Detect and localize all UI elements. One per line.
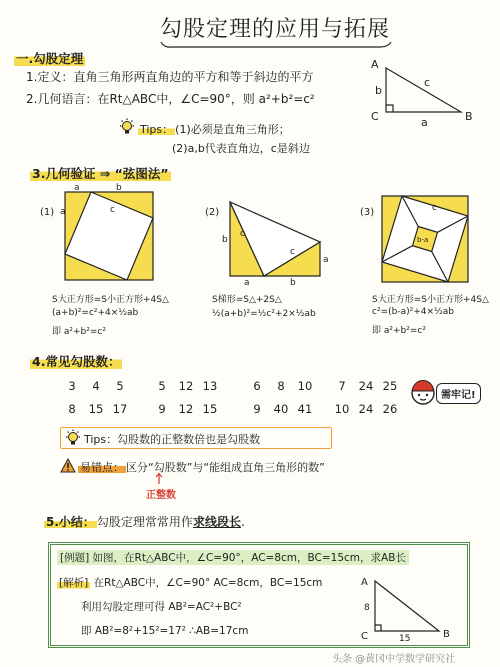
example-vertex-a: A (361, 577, 368, 588)
warning-mark-bar (67, 463, 69, 468)
triple-group (330, 375, 402, 394)
triple-number: 41 (297, 402, 313, 416)
figure-3-formula: S大正方形=S小正方形+4S△ (372, 295, 489, 305)
triple-group (245, 398, 317, 417)
example-box (48, 542, 470, 648)
figure-2-label: a (323, 255, 329, 265)
triple-number: 15 (88, 402, 104, 416)
solution-label: [解析] (59, 577, 89, 589)
lightbulb-bulb (123, 122, 132, 131)
figure-1-formula: 即 a²+b²=c² (52, 327, 106, 337)
triple-number: 15 (202, 402, 218, 416)
side-label-c: c (424, 76, 431, 89)
section-heading-verification: 3.几何验证 ⇒ “弦图法” (32, 166, 169, 181)
figure-2-label: c (290, 247, 295, 257)
vertex-label-c: C (371, 110, 379, 123)
figure-1-square-proof (60, 182, 160, 284)
caution-text: 区分“勾股数”与“能组成直角三角形的数” (126, 461, 325, 474)
example-right-angle-mark (375, 625, 381, 631)
triple-number: 25 (382, 379, 398, 393)
triple-number: 26 (382, 402, 398, 416)
figure-2-label: a (244, 278, 250, 286)
caution-note: 正整数 (146, 490, 176, 501)
figure-3-label: b-a (417, 236, 429, 244)
figure-tag-2: (2) (205, 207, 220, 218)
section-heading-pythagorean-triples: 4.常见勾股数： (32, 354, 121, 369)
figure-1-formula: (a+b)²=c²+4×½ab (52, 308, 139, 318)
triple-number: 8 (68, 402, 76, 416)
figure-1-label: a (60, 207, 66, 217)
lightbulb-bulb (69, 433, 78, 442)
tips-line-2: (2)a,b代表直角边，c是斜边 (172, 142, 310, 155)
right-triangle-diagram (366, 56, 478, 130)
triple-number: 5 (116, 379, 124, 393)
summary-text: 勾股定理常常用作 (96, 515, 193, 529)
triple-number: 17 (112, 402, 128, 416)
face-eye (426, 394, 428, 396)
figure-2-trapezoid-proof (222, 196, 332, 286)
lightbulb-icon (64, 429, 82, 447)
watermark: 头条 @黄冈中学数学研究社 (332, 654, 456, 665)
example-side-ac: 8 (364, 603, 370, 613)
triple-number: 12 (178, 402, 194, 416)
triple-number: 40 (273, 402, 289, 416)
figure-tag-3: (3) (360, 207, 375, 218)
figure-1-label: c (110, 205, 115, 215)
figure-tag-1: (1) (40, 207, 55, 218)
triple-group (245, 375, 317, 394)
title-underline-stroke (161, 42, 391, 47)
triple-number: 9 (158, 402, 166, 416)
triple-number: 24 (358, 379, 374, 393)
figure-2-formula: ½(a+b)²=½c²+2×½ab (212, 309, 316, 319)
geometry-language-line: 2.几何语言：在Rt△ABC中，∠C=90°，则 a²+b²=c² (26, 92, 315, 106)
side-label-a: a (421, 116, 428, 129)
figure-1-label: b (116, 183, 122, 193)
triple-group (330, 398, 402, 417)
right-angle-mark (386, 105, 393, 112)
solution-text: 在Rt△ABC中，∠C=90° AC=8cm，BC=15cm (93, 577, 323, 589)
figure-3-chord-diagram (378, 186, 474, 286)
example-solution-line (57, 575, 322, 590)
example-side-bc: 15 (399, 634, 411, 643)
face-eye (418, 394, 420, 396)
title-underline (158, 40, 394, 50)
triple-number: 12 (178, 379, 194, 393)
figure-2-label: c (240, 229, 245, 239)
triple-group (60, 398, 132, 417)
page-title: 勾股定理的应用与拓展 (160, 17, 391, 42)
figure-2-label: b (290, 278, 296, 286)
summary-emphasis: 求线段长 (192, 515, 241, 529)
triple-number: 24 (358, 402, 374, 416)
lightbulb-icon (118, 118, 136, 136)
example-triangle-diagram (353, 573, 457, 643)
example-label: [例题] (60, 552, 90, 564)
triple-number: 9 (253, 402, 261, 416)
example-question-line (57, 550, 409, 565)
solution-step-2: 即 AB²=8²+15²=17² ∴AB=17cm (81, 625, 249, 637)
summary-line (44, 513, 245, 530)
summary-label: 5.小结： (46, 515, 95, 529)
arrow-up-stroke (156, 474, 162, 485)
section-heading-theorem: 一.勾股定理 (16, 51, 84, 66)
figure-3-label: c (432, 203, 437, 213)
triple-group (150, 398, 222, 417)
arrow-up-icon (153, 472, 165, 485)
triple-number: 8 (277, 379, 285, 393)
triple-number: 7 (338, 379, 346, 393)
tips-label: Tips： (84, 433, 118, 446)
caution-label: 易错点： (80, 461, 124, 474)
lightbulb-base (125, 131, 129, 134)
caution-line (78, 459, 325, 475)
tips-triples (84, 431, 260, 447)
vertex-label-b: B (465, 110, 473, 123)
triple-number: 4 (92, 379, 100, 393)
side-label-b: b (375, 84, 382, 97)
face-red-cap (413, 381, 434, 392)
tips-text: 勾股数的正整数倍也是勾股数 (117, 433, 261, 446)
triple-number: 5 (158, 379, 166, 393)
example-vertex-c: C (361, 631, 368, 642)
triple-number: 10 (297, 379, 313, 393)
example-vertex-b: B (443, 629, 450, 640)
tips-label: Tips： (140, 123, 174, 136)
example-triangle-shape (375, 581, 439, 631)
triple-number: 6 (253, 379, 261, 393)
triple-number: 13 (202, 379, 218, 393)
tips-line-1: (1)必须是直角三角形； (175, 123, 290, 136)
figure-2-label: b (222, 235, 228, 245)
warning-mark-dot (67, 469, 69, 471)
figure-3-formula: c²=(b-a)²+4×½ab (372, 307, 454, 317)
summary-end: . (240, 515, 245, 529)
solution-step-1: 利用勾股定理可得 AB²=AC²+BC² (81, 601, 242, 613)
face-sticker-icon (410, 380, 436, 406)
figure-3-formula: 即 a²+b²=c² (372, 326, 426, 336)
warning-icon (60, 458, 76, 473)
definition-line: 1.定义：直角三角形两直角边的平方和等于斜边的平方 (26, 70, 314, 84)
figure-2-formula: S梯形=S△+2S△ (212, 295, 282, 305)
triple-group (60, 375, 132, 394)
triple-number: 10 (334, 402, 350, 416)
tips-theorem (138, 121, 290, 137)
sticker-must-remember: 需牢记! (436, 383, 481, 404)
vertex-label-a: A (371, 58, 379, 71)
triangle-shape (386, 68, 461, 112)
figure-1-label: a (74, 183, 80, 193)
triple-group (150, 375, 222, 394)
figure-1-formula: S大正方形=S小正方形+4S△ (52, 295, 169, 305)
example-question: 如图，在Rt△ABC中，∠C=90°，AC=8cm，BC=15cm，求AB长 (92, 552, 406, 564)
triple-number: 3 (68, 379, 76, 393)
lightbulb-base (71, 442, 75, 445)
